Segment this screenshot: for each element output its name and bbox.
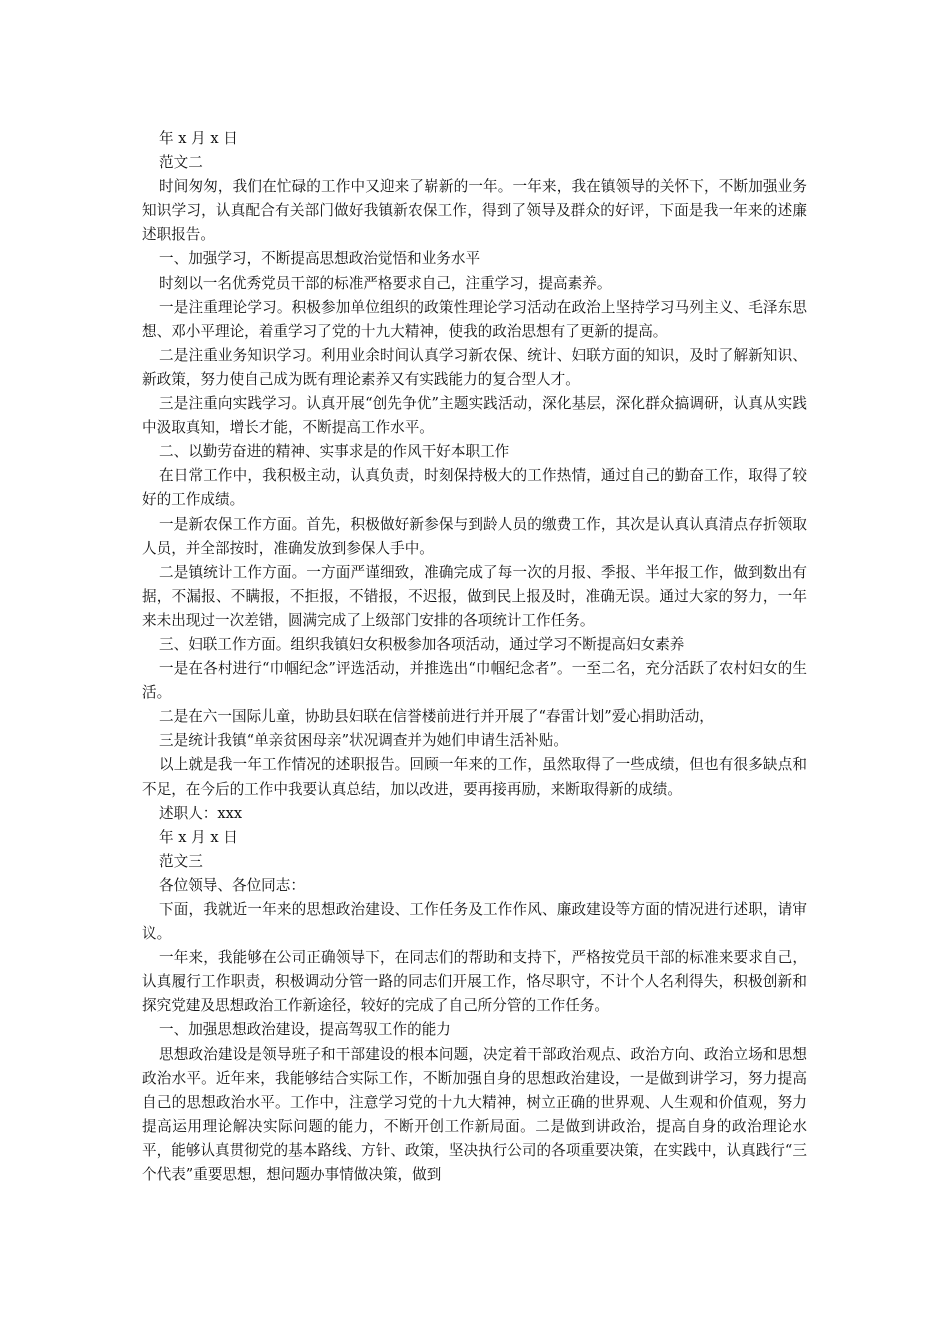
signature-line: 述职人：xxx — [159, 804, 243, 822]
section-title-example-2: 范文二 — [159, 154, 203, 172]
paragraph: 以上就是我一年工作情况的述职报告。回顾一年来的工作，虽然取得了一些成绩，但也有很多缺点和不足，在今后的工作中我要认真总结，加以改进，要再接再励，来断取得新的成绩。 — [142, 756, 807, 798]
section-title-example-3: 范文三 — [159, 852, 203, 870]
paragraph: 二是在六一国际儿童，协助县妇联在信誉楼前进行并开展了“春雷计划”爱心捐助活动， — [159, 708, 714, 726]
paragraph: 一是在各村进行“巾帼纪念”评选活动，并推选出“巾帼纪念者”。一至二名，充分活跃了农村妇女的生活。 — [142, 660, 807, 702]
paragraph: 在日常工作中，我积极主动，认真负责，时刻保持极大的工作热情，通过自己的勤奋工作，取得了较好的工作成绩。 — [142, 467, 807, 509]
heading-3: 三、妇联工作方面。组织我镇妇女积极参加各项活动，通过学习不断提高妇女素养 — [159, 635, 685, 653]
paragraph: 三是注重向实践学习。认真开展“创先争优”主题实践活动，深化基层，深化群众搞调研，认真从实践中汲取真知，增长才能，不断提高工作水平。 — [142, 395, 807, 437]
paragraph: 时刻以一名优秀党员干部的标准严格要求自己，注重学习，提高素养。 — [159, 274, 612, 292]
document-body — [142, 127, 807, 1187]
paragraph: 一年来，我能够在公司正确领导下，在同志们的帮助和支持下，严格按党员干部的标准来要求自己，认真履行工作职责，积极调动分管一路的同志们开展工作，恪尽职守，不计个人名利得失，积极创新和探究党建及思想政治工作新途径，较好的完成了自己所分管的工作任务。 — [142, 949, 807, 1015]
heading-2: 二、以勤劳奋进的精神、实事求是的作风干好本职工作 — [159, 443, 510, 461]
paragraph-date-2: 年 x 月 x 日 — [159, 828, 238, 846]
paragraph-intro: 时间匆匆，我们在忙碌的工作中又迎来了崭新的一年。一年来，我在镇领导的关怀下，不断加强业务知识学习，认真配合有关部门做好我镇新农保工作，得到了领导及群众的好评，下面是我一年来的述廉述职报告。 — [142, 178, 807, 244]
heading-1: 一、加强学习，不断提高思想政治觉悟和业务水平 — [159, 250, 481, 268]
paragraph: 二是镇统计工作方面。一方面严谨细致，准确完成了每一次的月报、季报、半年报工作，做到数出有据，不漏报、不瞒报，不拒报，不错报，不迟报，做到民上报及时，准确无误。通过大家的努力，一年来未出现过一次差错，圆满完成了上级部门安排的各项统计工作任务。 — [142, 563, 807, 629]
salutation: 各位领导、各位同志： — [159, 876, 305, 894]
paragraph: 思想政治建设是领导班子和干部建设的根本问题，决定着干部政治观点、政治方向、政治立场和思想政治水平。近年来，我能够结合实际工作，不断加强自身的思想政治建设，一是做到讲学习，努力提高自己的思想政治水平。工作中，注意学习党的十九大精神，树立正确的世界观、人生观和价值观，努力提高运用理论解决实际问题的能力，不断开创工作新局面。二是做到讲政治，提高自身的政治理论水平，能够认真贯彻党的基本路线、方针、政策，坚决执行公司的各项重要决策，在实践中，认真践行“三个代表”重要思想，想问题办事情做决策，做到 — [142, 1045, 807, 1184]
paragraph: 二是注重业务知识学习。利用业余时间认真学习新农保、统计、妇联方面的知识，及时了解新知识、新政策，努力使自己成为既有理论素养又有实践能力的复合型人才。 — [142, 346, 807, 388]
paragraph: 三是统计我镇“单亲贫困母亲”状况调查并为她们申请生活补贴。 — [159, 732, 568, 750]
paragraph: 下面，我就近一年来的思想政治建设、工作任务及工作作风、廉政建设等方面的情况进行述职，请审议。 — [142, 901, 807, 943]
paragraph-date-1: 年 x 月 x 日 — [159, 130, 238, 147]
heading-1: 一、加强思想政治建设，提高驾驭工作的能力 — [159, 1021, 451, 1039]
paragraph: 一是新农保工作方面。首先，积极做好新参保与到龄人员的缴费工作，其次是认真认真清点存折领取人员，并全部按时，准确发放到参保人手中。 — [142, 515, 807, 557]
paragraph: 一是注重理论学习。积极参加单位组织的政策性理论学习活动在政治上坚持学习马列主义、毛泽东思想、邓小平理论，着重学习了党的十九大精神，使我的政治思想有了更新的提高。 — [142, 298, 807, 340]
